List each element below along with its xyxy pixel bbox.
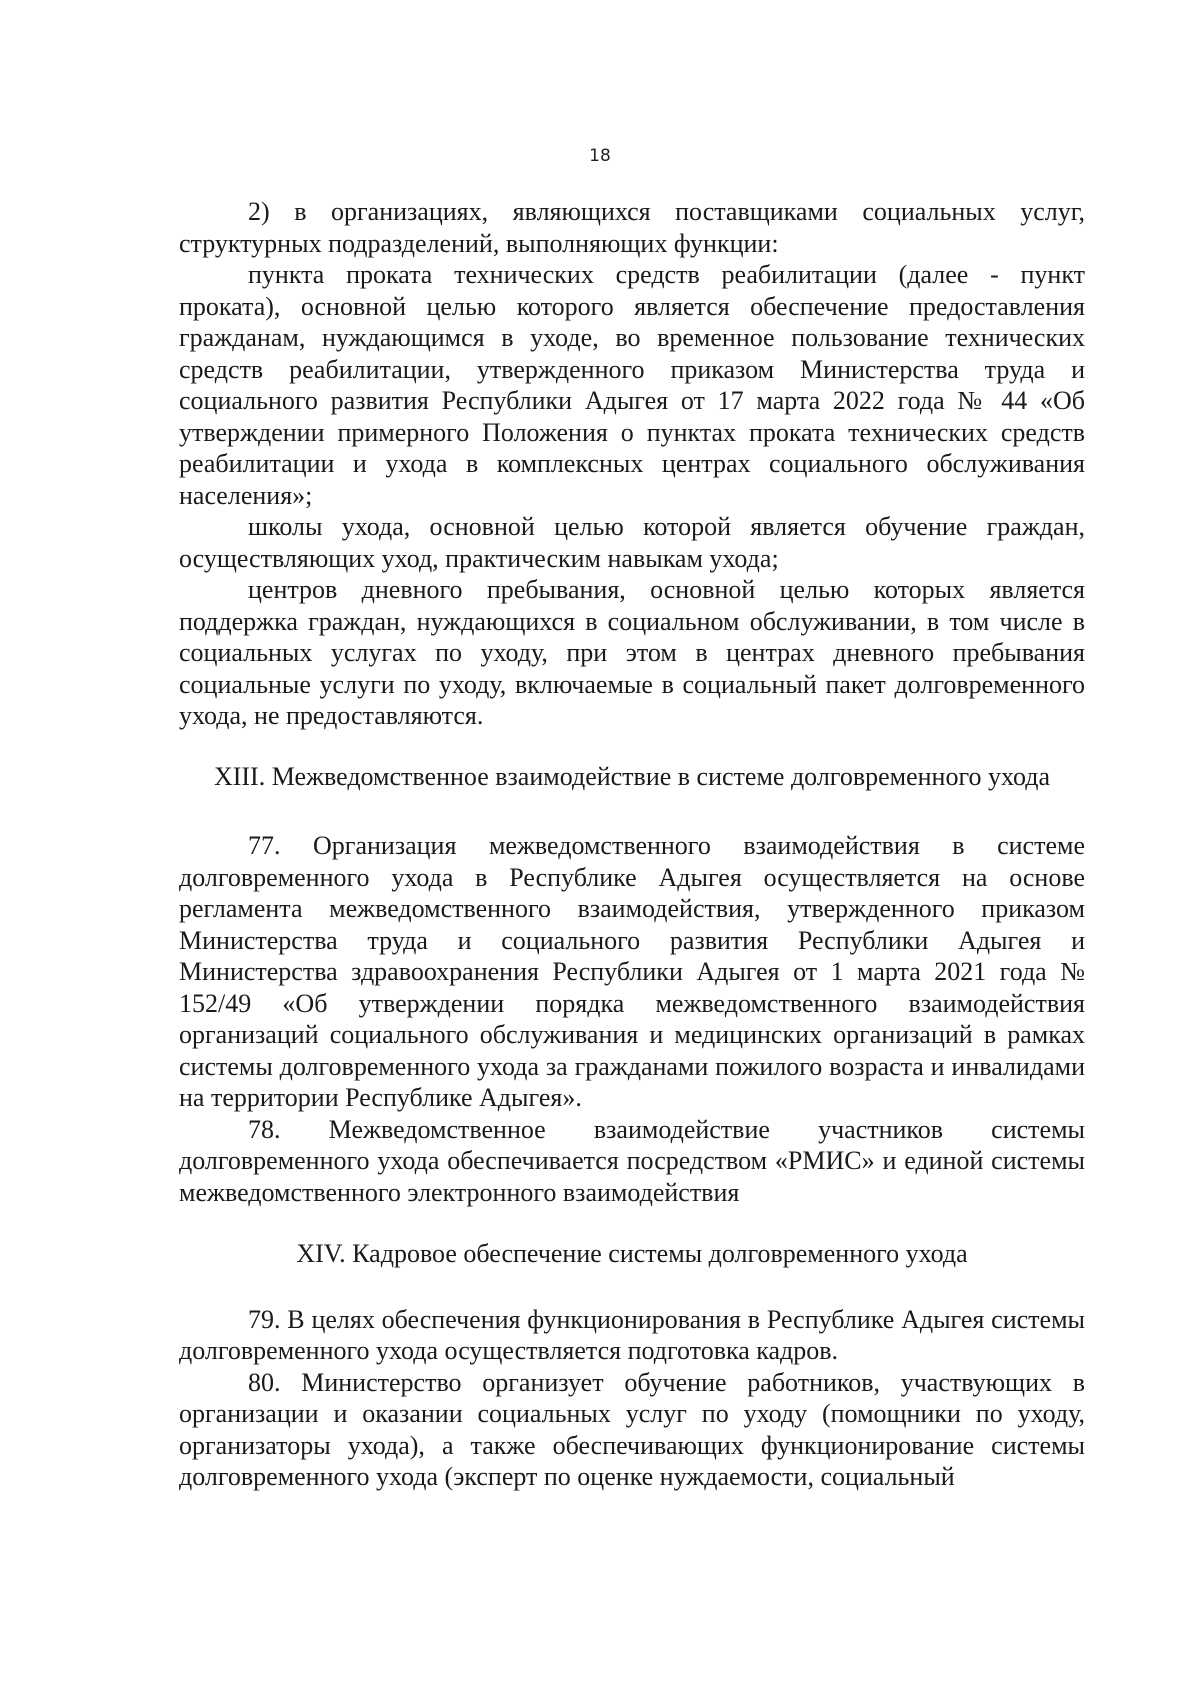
paragraph-care-school: школы ухода, основной целью которой является обучение граждан, осуществляющих уход, практическим навыкам ухода;	[179, 512, 1085, 573]
section-heading-xiv: XIV. Кадровое обеспечение системы долговременного ухода	[296, 1239, 968, 1268]
paragraph-77: 77. Организация межведомственного взаимодействия в системе долговременного ухода в Республике Адыгея осуществляется на основе регламента межведомственного взаимодействия, утвержденного приказом Министерства труда и социального развития Республики Адыгея и Министерства здравоохранения Республики Адыгея от 1 марта 2021 года № 152/49 «Об утверждении порядка межведомственного взаимодействия организаций социального обслуживания и медицинских организаций в рамках системы долговременного ухода за гражданами пожилого возраста и инвалидами на территории Республике Адыгея».	[179, 831, 1085, 1112]
paragraph-78: 78. Межведомственное взаимодействие участников системы долговременного ухода обеспечивается посредством «РМИС» и единой системы межведомственного электронного взаимодействия	[179, 1114, 1085, 1207]
page-number: 18	[589, 146, 611, 166]
paragraph-79: 79. В целях обеспечения функционирования в Республике Адыгея системы долговременного ухода осуществляется подготовка кадров.	[179, 1304, 1085, 1365]
paragraph-organizations-intro: 2) в организациях, являющихся поставщиками социальных услуг, структурных подразделений, выполняющих функции:	[179, 197, 1085, 258]
paragraph-rental-point: пункта проката технических средств реабилитации (далее - пункт проката), основной целью которого является обеспечение предоставления гражданам, нуждающимся в уходе, во временное пользование технических средств реабилитации, утвержденного приказом Министерства труда и социального развития Республики Адыгея от 17 марта 2022 года № 44 «Об утверждении примерного Положения о пунктах проката технических средств реабилитации и ухода в комплексных центрах социального обслуживания населения»;	[179, 260, 1085, 510]
document-body	[179, 196, 1085, 1493]
section-heading-xiii: XIII. Межведомственное взаимодействие в системе долговременного ухода	[213, 761, 1051, 791]
paragraph-80: 80. Министерство организует обучение работников, участвующих в организации и оказании социальных услуг по уходу (помощники по уходу, организаторы ухода), а также обеспечивающих функционирование системы долговременного ухода (эксперт по оценке нуждаемости, социальный	[179, 1367, 1085, 1491]
paragraph-day-centers: центров дневного пребывания, основной целью которых является поддержка граждан, нуждающихся в социальном обслуживании, в том числе в социальных услугах по уходу, при этом в центрах дневного пребывания социальные услуги по уходу, включаемые в социальный пакет долговременного ухода, не предоставляются.	[179, 575, 1085, 730]
